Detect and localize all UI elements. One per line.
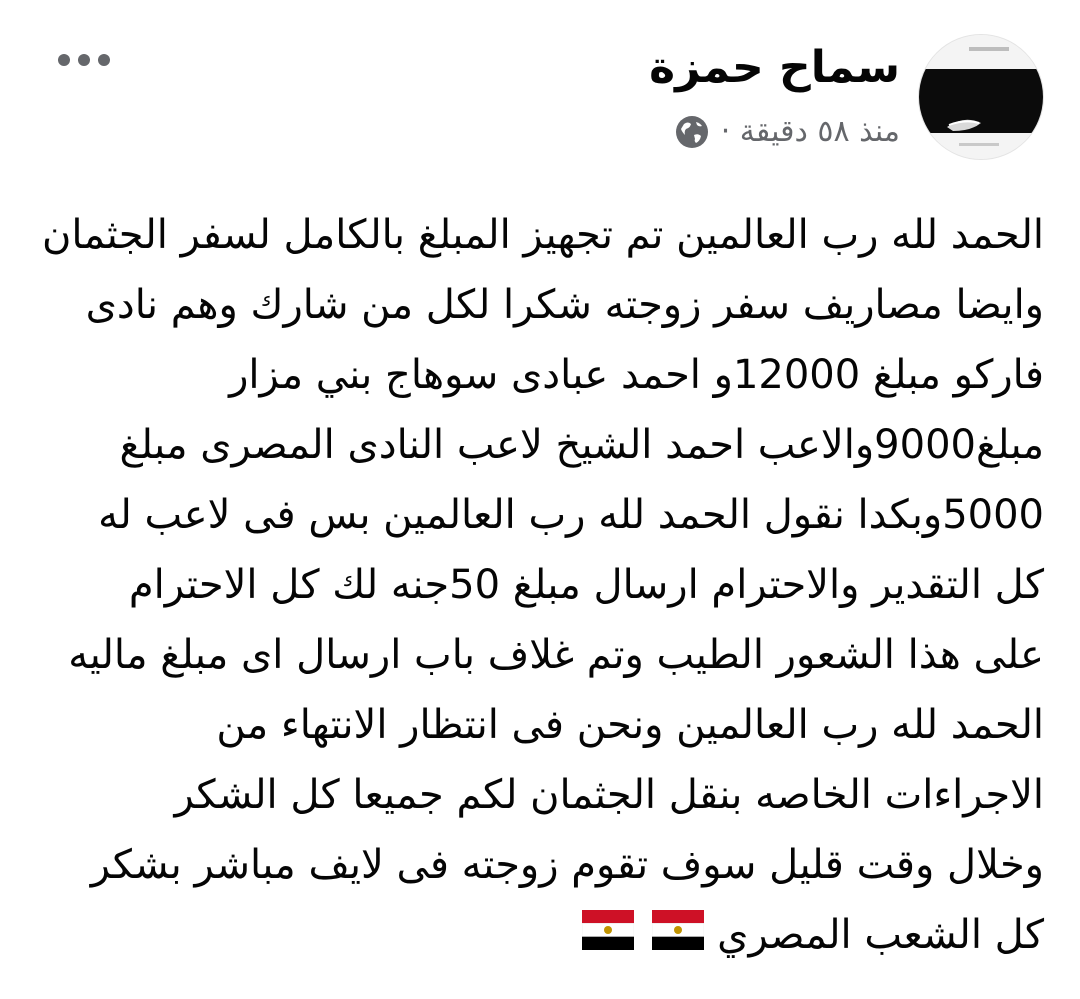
post-body-line: الاجراءات الخاصه بنقل الجثمان لكم جميعا كل الشكر <box>174 772 1044 818</box>
post-body-line: فاركو مبلغ 12000و احمد عبادى سوهاج بني مزار <box>229 352 1044 398</box>
globe-icon[interactable] <box>675 115 709 149</box>
post-body-line: على هذا الشعور الطيب وتم غلاف باب ارسال اى مبلغ ماليه <box>68 632 1044 678</box>
post-body-line: 5000وبكدا نقول الحمد لله رب العالمين بس فى لاعب له <box>98 492 1044 538</box>
post-body <box>40 200 1044 972</box>
author-name[interactable]: سماح حمزة <box>649 42 900 93</box>
post-body-line: كل التقدير والاحترام ارسال مبلغ 50جنه لك كل الاحترام <box>128 562 1044 608</box>
egypt-flag-icon <box>652 902 704 972</box>
post-timestamp[interactable]: منذ ٥٨ دقيقة · <box>720 114 900 149</box>
post-body-line: وايضا مصاريف سفر زوجته شكرا لكل من شارك وهم نادى <box>85 282 1044 328</box>
post-body-last-line <box>40 900 1044 972</box>
post-body-line: وخلال وقت قليل سوف تقوم زوجته فى لايف مباشر بشكر <box>90 842 1044 888</box>
egypt-flag-icon <box>582 902 634 972</box>
more-options-icon[interactable] <box>56 50 112 70</box>
post-body-text: كل الشعب المصري <box>717 912 1044 958</box>
author-avatar[interactable] <box>918 34 1044 160</box>
post-body-line: الحمد لله رب العالمين ونحن فى انتظار الانتهاء من <box>216 702 1044 748</box>
post-body-line: الحمد لله رب العالمين تم تجهيز المبلغ بالكامل لسفر الجثمان <box>41 212 1044 258</box>
post-meta <box>675 112 900 152</box>
post-header <box>40 30 1044 160</box>
post-body-line: مبلغ9000والاعب احمد الشيخ لاعب النادى المصرى مبلغ <box>119 422 1044 468</box>
